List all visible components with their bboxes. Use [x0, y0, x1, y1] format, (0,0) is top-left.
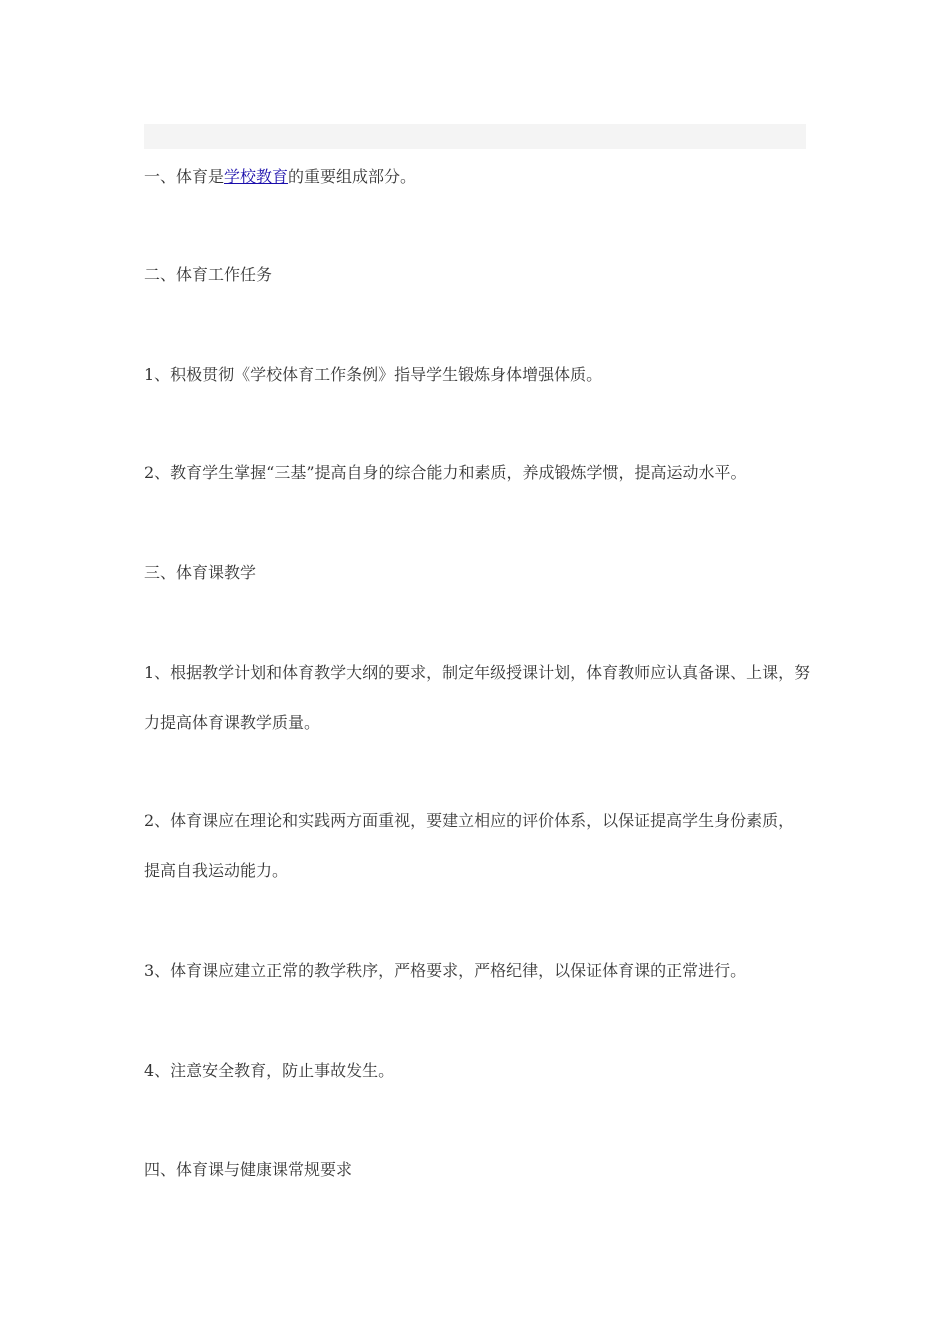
section-2-item-1: 1、积极贯彻《学校体育工作条例》指导学生锻炼身体增强体质。 — [144, 365, 603, 384]
section-heading-2: 二、体育工作任务 — [144, 265, 273, 284]
section-3-item-2-line-1: 2、体育课应在理论和实践两方面重视，要建立相应的评价体系，以保证提高学生身份素质， — [144, 811, 795, 830]
section-3-item-4: 4、注意安全教育，防止事故发生。 — [144, 1061, 395, 1080]
paragraph-1 — [144, 166, 810, 188]
section-3-item-1-line-2: 力提高体育课教学质量。 — [144, 713, 321, 732]
top-gray-bar — [144, 124, 806, 149]
paragraph-1-text-before: 一、体育是 — [144, 167, 225, 186]
paragraph-1-text-after: 的重要组成部分。 — [288, 167, 417, 186]
school-education-link[interactable]: 学校教育 — [224, 167, 289, 186]
section-3-item-3: 3、体育课应建立正常的教学秩序，严格要求，严格纪律，以保证体育课的正常进行。 — [144, 961, 747, 980]
section-heading-4: 四、体育课与健康课常规要求 — [144, 1160, 353, 1179]
section-3-item-2-line-2: 提高自我运动能力。 — [144, 861, 289, 880]
section-2-item-2: 2、教育学生掌握“三基”提高自身的综合能力和素质，养成锻炼学惯，提高运动水平。 — [144, 463, 747, 482]
section-3-item-1-line-1: 1、根据教学计划和体育教学大纲的要求，制定年级授课计划，体育教师应认真备课、上课，努 — [144, 663, 811, 682]
section-heading-3: 三、体育课教学 — [144, 563, 257, 582]
